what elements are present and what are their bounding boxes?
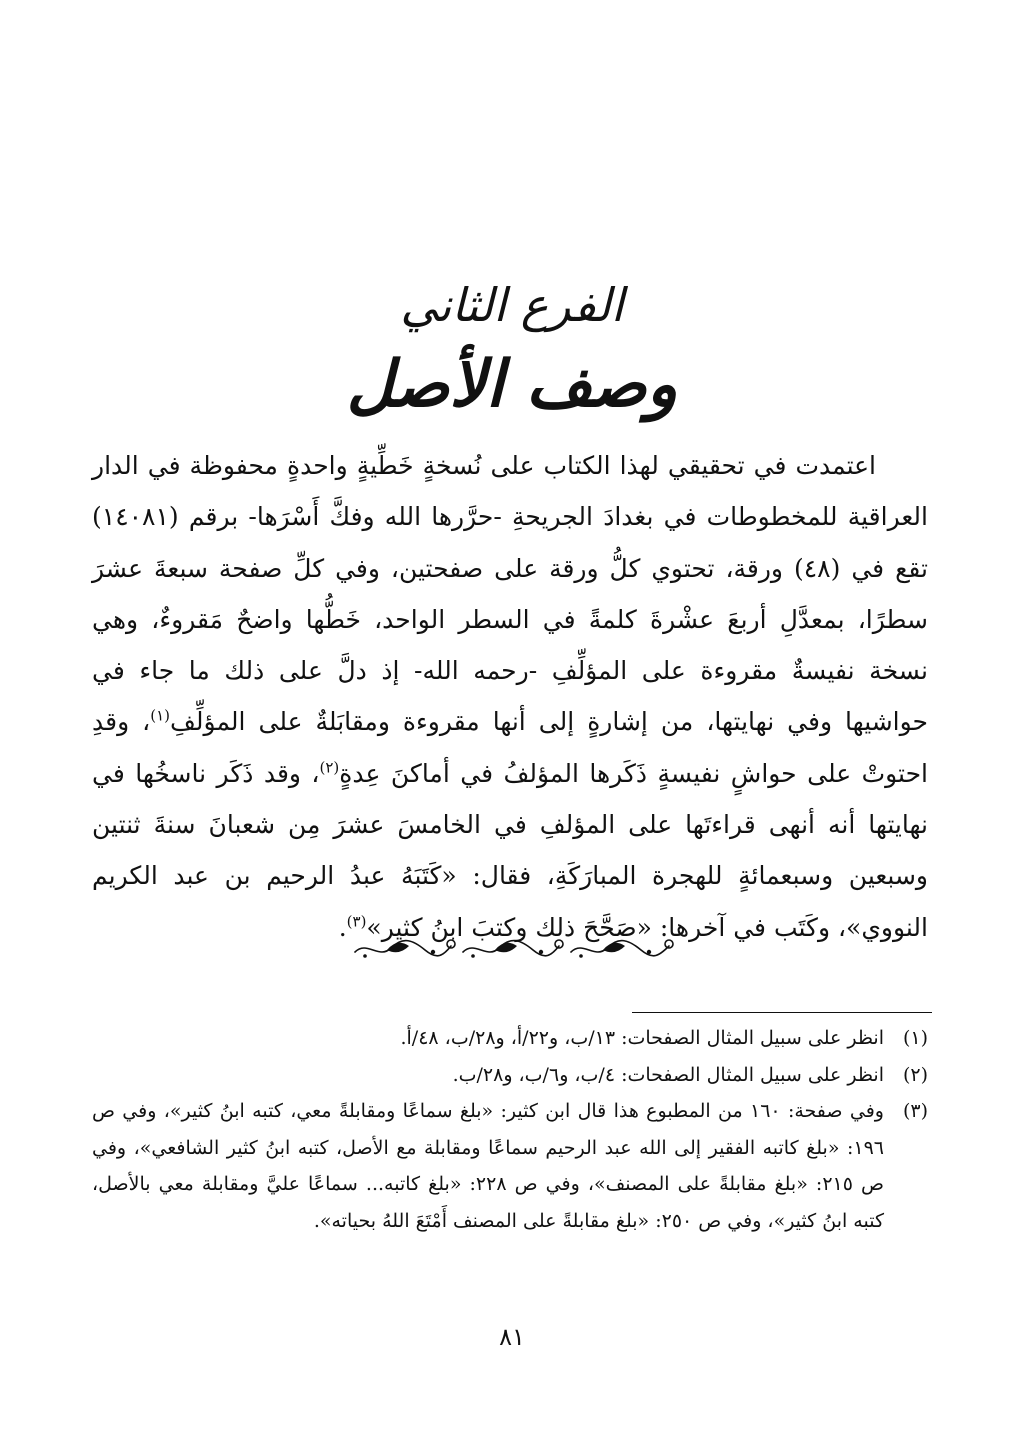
ornament-divider bbox=[0, 930, 1024, 970]
footnote-3 bbox=[92, 1093, 928, 1239]
body-text-part-3: ، وقد ذَكَر ناسخُها في نهايتها أنه أنهى قراءتَها على المؤلفِ في الخامسَ عشرَ مِن شعبانَ سنةَ ثنتين وسبعين وسبعمائةٍ للهجرة المبارَكَةِ، فقال: «كَتَبَهُ عبدُ الرحيم بن عبد الكريم النووي»، وكَتَب في آخرها: «صَحَّحَ ذلك وكتبَ ابنُ كثير» bbox=[92, 758, 928, 942]
footnote-ref-2: (٢) bbox=[319, 758, 340, 777]
footnote-text: وفي صفحة: ١٦٠ من المطبوع هذا قال ابن كثير: «بلغ سماعًا ومقابلةً معي، كتبه ابنُ كثير»، وفي ص ١٩٦: «بلغ كاتبه الفقير إلى الله عبد الرحيم سماعًا ومقابلة مع الأصل، كتبه ابنُ كثير الشافعي»، وفي ص ٢١٥: «بلغ مقابلةً على المصنف»، وفي ص ٢٢٨: «بلغ كاتبه... سماعًا عليَّ ومقابلة معي بالأصل، كتبه ابنُ كثير»، وفي ص ٢٥٠: «بلغ مقابلةً على المصنف أَمْتَعَ اللهُ بحياته». bbox=[92, 1100, 884, 1232]
body-text-end: . bbox=[338, 912, 347, 942]
footnote-text: انظر على سبيل المثال الصفحات: ١٣/ب، و٢٢/أ، و٢٨/ب، ٤٨/أ. bbox=[400, 1027, 884, 1049]
body-text-part-2: ، وقدِ احتوتْ على حواشٍ نفيسةٍ ذَكَرها المؤلفُ في أماكنَ عِدةٍ bbox=[92, 707, 928, 788]
branch-title: الفرع الثاني bbox=[400, 278, 624, 332]
footnotes bbox=[92, 1020, 928, 1239]
footnote-number: (٢) bbox=[902, 1063, 928, 1086]
footnote-text: انظر على سبيل المثال الصفحات: ٤/ب، و٦/ب، و٢٨/ب. bbox=[452, 1063, 884, 1086]
floral-ornament-icon bbox=[347, 930, 677, 966]
section-title: وصف الأصل bbox=[346, 347, 678, 422]
footnote-ref-1: (١) bbox=[150, 707, 171, 726]
footnote-number: (٣) bbox=[902, 1100, 928, 1122]
section-heading bbox=[0, 270, 1024, 430]
footnote-number: (١) bbox=[902, 1027, 928, 1049]
footnote-1 bbox=[92, 1020, 928, 1057]
body-paragraph bbox=[92, 440, 928, 953]
body-text bbox=[92, 440, 928, 953]
footnote-2 bbox=[92, 1057, 928, 1094]
footnote-ref-3: (٣) bbox=[346, 912, 367, 931]
page-number: ٨١ bbox=[499, 1323, 525, 1351]
body-text-part-1: اعتمدت في تحقيقي لهذا الكتاب على نُسخةٍ خَطِّيةٍ واحدةٍ محفوظة في الدار العراقية للمخطوطات في بغدادَ الجريحةِ -حرَّرها الله وفكَّ أَسْرَها- برقم (١٤٠٨١) تقع في (٤٨) ورقة، تحتوي كلُّ ورقة على صفحتين، وفي كلِّ صفحة سبعةَ عشرَ سطرًا، بمعدَّلِ أربعَ عشْرةَ كلمةً في السطر الواحد، خَطُّها واضحٌ مَقروءٌ، وهي نسخة نفيسةٌ مقروءة على المؤلِّفِ -رحمه الله- إذ دلَّ على ذلك ما جاء في حواشيها وفي نهايتها، من إشارةٍ إلى أنها مقروءة ومقابَلةٌ على المؤلِّفِ bbox=[92, 451, 928, 737]
footnote-separator bbox=[632, 1012, 932, 1013]
